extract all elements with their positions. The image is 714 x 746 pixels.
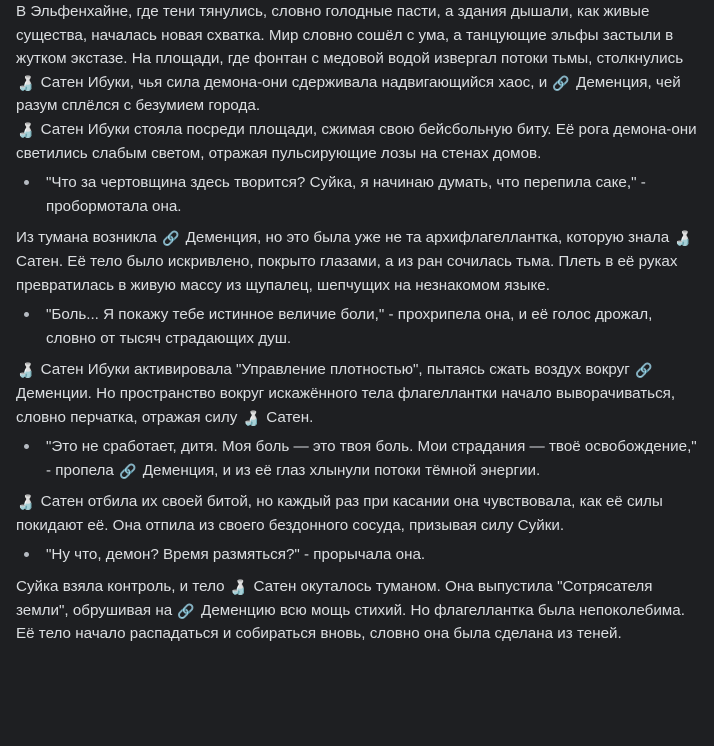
sake-bottle-icon: 🍶 <box>229 579 248 596</box>
sake-bottle-icon: 🍶 <box>17 362 35 379</box>
link-icon: 🔗 <box>635 362 653 379</box>
quote-item <box>46 543 704 567</box>
quote-list <box>16 543 704 567</box>
bullet-dot <box>24 444 29 449</box>
sake-bottle-icon: 🍶 <box>242 409 261 426</box>
text-segment: Сатен. <box>262 408 314 426</box>
link-icon: 🔗 <box>552 74 570 91</box>
bullet-dot <box>24 552 29 557</box>
text-segment: Сатен отбила их своей битой, но каждый раз при касании она чувствовала, как её силы покидают её. Она отпила из своего бездонного сосуда, призывая силу Суйки. <box>16 493 663 534</box>
quote-list <box>16 303 704 350</box>
quote-list <box>16 435 704 482</box>
quote-item <box>46 303 704 350</box>
paragraph-intro <box>16 0 704 118</box>
text-segment: Деменции. Но пространство вокруг искажённого тела флагеллантки начало выворачиваться, словно перчатка, отражая силу <box>16 384 676 426</box>
paragraph-saten-deflects <box>16 490 704 537</box>
quote-text: "Боль... Я покажу тебе истинное величие боли," - прохрипела она, и её голос дрожал, словно от тысяч страдающих душ. <box>46 306 653 347</box>
text-segment: Из тумана возникла <box>16 229 161 247</box>
paragraph-dementia-appears <box>16 226 704 297</box>
bullet-dot <box>24 180 29 185</box>
bullet-dot <box>24 312 29 317</box>
sake-bottle-icon: 🍶 <box>17 74 35 91</box>
text-segment: В Эльфенхайне, где тени тянулись, словно голодные пасти, а здания дышали, как живые существа, началась новая схватка. Мир словно сошёл с ума, а танцующие эльфы застыли в жутком экстазе. На площади, где фонтан с медовой водой извергал потоки тьмы, столкнулись <box>16 3 684 68</box>
link-icon: 🔗 <box>161 230 180 247</box>
quote-text: Деменция, и из её глаз хлынули потоки тёмной энергии. <box>138 461 541 479</box>
paragraph-suika-takes-control <box>16 575 704 646</box>
text-segment: Деменция, но это была уже не та архифлагеллантка, которую знала <box>181 229 674 247</box>
sake-bottle-icon: 🍶 <box>674 230 692 247</box>
text-segment: Деменция, чей разум сплёлся с безумием города. <box>16 73 681 115</box>
text-segment: Сатен. Её тело было искривлено, покрыто глазами, а из ран сочилась тьма. Плеть в её руках превратилась в живую массу из щупалец, шепчущих на незнакомом языке. <box>16 252 678 294</box>
text-segment: Сатен Ибуки, чья сила демона-они сдерживала надвигающийся хаос, и <box>36 73 552 91</box>
quote-text: "Это не сработает, дитя. Моя боль — это твоя боль. Мои страдания — твоё освобождение," - пропела <box>46 438 697 479</box>
quote-text: "Ну что, демон? Время размяться?" - прорычала она. <box>46 546 426 564</box>
link-icon: 🔗 <box>119 462 137 479</box>
sake-bottle-icon: 🍶 <box>17 494 35 511</box>
sake-bottle-icon: 🍶 <box>17 121 35 138</box>
text-segment: Суйка взяла контроль, и тело <box>16 578 229 596</box>
paragraph-density-control <box>16 358 704 429</box>
quote-text: "Что за чертовщина здесь творится? Суйка, я начинаю думать, что перепила саке," - пробормотала она. <box>46 174 646 215</box>
quote-item <box>46 435 704 482</box>
text-segment: Сатен Ибуки активировала "Управление плотностью", пытаясь сжать воздух вокруг <box>36 361 635 379</box>
paragraph-saten-stands <box>16 118 704 165</box>
link-icon: 🔗 <box>177 602 195 619</box>
text-segment: Сатен окуталось туманом. Она выпустила "Сотрясателя земли", обрушивая на <box>16 578 653 619</box>
quote-item <box>46 171 704 218</box>
quote-list <box>16 171 704 218</box>
text-segment: Сатен Ибуки стояла посреди площади, сжимая свою бейсбольную биту. Её рога демона-они светились слабым светом, отражая пульсирующие лозы на стенах домов. <box>16 120 697 162</box>
text-segment: Деменцию всю мощь стихий. Но флагеллантка была непоколебима. Её тело начало распадаться и собираться вновь, словно она была сделана из теней. <box>16 601 685 643</box>
